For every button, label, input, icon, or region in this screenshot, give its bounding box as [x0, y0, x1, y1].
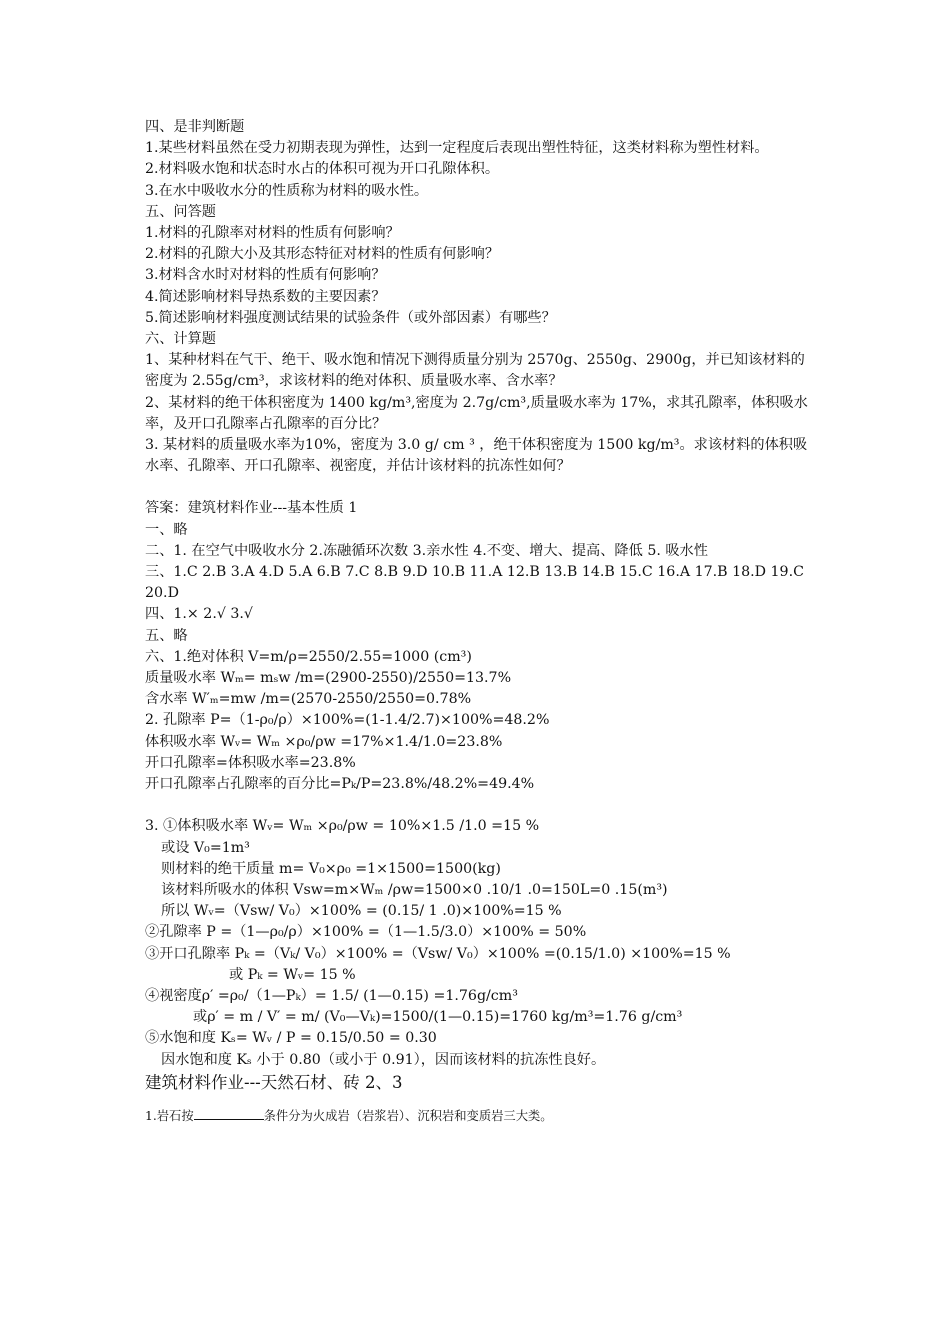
answer-section-3: 三、1.C 2.B 3.A 4.D 5.A 6.B 7.C 8.B 9.D 10.B 11.A 12.B 13.B 14.B 15.C 16.A 17.B 18.D 19.C 20.D: [145, 564, 804, 602]
answer-6-moisture: 含水率 W′ₘ=mw /m=(2570-2550/2550=0.78%: [145, 691, 472, 708]
answer-3-saturation: ⑤水饱和度 Kₛ= Wᵥ / P = 0.15/0.50 = 0.30: [145, 1030, 437, 1047]
answer-6-mass-absorption: 质量吸水率 Wₘ= mₛw /m=(2900-2550)/2550=13.7%: [145, 670, 512, 687]
answer-3-water-volume: 该材料所吸水的体积 Vsw=m×Wₘ /ρw=1500×0 .10/1 .0=150L=0 .15(m³): [161, 881, 668, 898]
answer-3-apparent-density-alt: 或ρ′ = m / V′ = m/ (V₀—Vₖ)=1500/(1—0.15)=1760 kg/m³=1.76 g/cm³: [193, 1009, 683, 1026]
answer-6-open-ratio: 开口孔隙率占孔隙率的百分比=Pₖ/P=23.8%/48.2%=49.4%: [145, 776, 535, 793]
answer-3-volume-absorption: 3. ①体积吸水率 Wᵥ= Wₘ ×ρ₀/ρw = 10%×1.5 /1.0 =15 %: [145, 818, 540, 835]
true-false-item-2: 2.材料吸水饱和状态时水占的体积可视为开口孔隙体积。: [145, 161, 500, 178]
question-item-5: 5.简述影响材料强度测试结果的试验条件（或外部因素）有哪些？: [145, 309, 556, 326]
answer-section-5: 五、略: [145, 627, 188, 644]
answer-section-2: 二、1. 在空气中吸收水分 2.冻融循环次数 3.亲水性 4.不变、增大、提高、降低 5. 吸水性: [145, 542, 708, 559]
answer-3-porosity: ②孔隙率 P =（1—ρ₀/ρ）×100% =（1—1.5/3.0）×100% = 50%: [145, 924, 587, 941]
next-assignment-title: 建筑材料作业---天然石材、砖 2、3: [145, 1072, 403, 1092]
section-heading-questions: 五、问答题: [145, 203, 216, 220]
section-heading-calculation: 六、计算题: [145, 331, 216, 348]
answer-6-porosity: 2. 孔隙率 P=（1-ρ₀/ρ）×100%=(1-1.4/2.7)×100%=48.2%: [145, 712, 550, 729]
answer-3-assume-volume: 或设 V₀=1m³: [161, 839, 250, 856]
answer-6-open-porosity: 开口孔隙率=体积吸水率=23.8%: [145, 754, 356, 771]
answer-section-4: 四、1.× 2.√ 3.√: [145, 606, 253, 623]
answer-3-therefore: 所以 Wᵥ=（Vsw/ V₀）×100% = (0.15/ 1 .0)×100%=15 %: [161, 903, 562, 920]
answer-3-open-porosity: ③开口孔隙率 Pₖ =（Vₖ/ V₀）×100% =（Vsw/ V₀）×100% =(0.15/1.0) ×100%=15 %: [145, 945, 731, 962]
answer-3-dry-mass: 则材料的绝干质量 m= V₀×ρ₀ =1×1500=1500(kg): [161, 860, 501, 877]
answer-6-absolute-volume: 六、1.绝对体积 V=m/ρ=2550/2.55=1000 (cm³): [145, 648, 472, 665]
true-false-item-3: 3.在水中吸收水分的性质称为材料的吸水性。: [145, 182, 429, 199]
answer-3-apparent-density: ④视密度ρ′ =ρ₀/（1—Pₖ）= 1.5/ (1—0.15) =1.76g/cm³: [145, 987, 518, 1004]
answer-title: 答案：建筑材料作业---基本性质 1: [145, 500, 358, 517]
answer-3-conclusion: 因水饱和度 Kₛ 小于 0.80（或小于 0.91），因而该材料的抗冻性良好。: [161, 1051, 606, 1068]
answer-6-volume-absorption: 体积吸水率 Wᵥ= Wₘ ×ρ₀/ρw =17%×1.4/1.0=23.8%: [145, 733, 503, 750]
true-false-item-1: 1.某些材料虽然在受力初期表现为弹性，达到一定程度后表现出塑性特征，这类材料称为塑性材料。: [145, 140, 769, 157]
answer-3-open-porosity-alt: 或 Pₖ = Wᵥ= 15 %: [229, 966, 356, 983]
question-item-4: 4.简述影响材料导热系数的主要因素？: [145, 288, 386, 305]
calculation-item-3: 3. 某材料的质量吸水率为10%，密度为 3.0 g/ cm ³ ，绝干体积密度为 1500 kg/m³。求该材料的体积吸水率、孔隙率、开口孔隙率、视密度，并估计该材料的抗冻性如何？: [145, 437, 808, 475]
answer-section-1: 一、略: [145, 521, 188, 538]
question-item-2: 2.材料的孔隙大小及其形态特征对材料的性质有何影响？: [145, 246, 500, 263]
document-body: [145, 117, 810, 1125]
section-heading-true-false: 四、是非判断题: [145, 119, 245, 135]
calculation-item-2: 2、某材料的绝干体积密度为 1400 kg/m³,密度为 2.7g/cm³,质量吸水率为 17%，求其孔隙率，体积吸水率，及开口孔隙率占孔隙率的百分比？: [145, 394, 808, 432]
calculation-item-1: 1、某种材料在气干、绝干、吸水饱和情况下测得质量分别为 2570g、2550g、2900g，并已知该材料的密度为 2.55g/cm³，求该材料的绝对体积、质量吸水率、含水率？: [145, 352, 805, 390]
fill-in-blank: [194, 1107, 264, 1120]
next-question-1: 1.岩石按 条件分为火成岩（岩浆岩）、沉积岩和变质岩三大类。: [145, 1108, 553, 1123]
question-item-1: 1.材料的孔隙率对材料的性质有何影响？: [145, 225, 400, 242]
question-item-3: 3.材料含水时对材料的性质有何影响？: [145, 267, 386, 284]
